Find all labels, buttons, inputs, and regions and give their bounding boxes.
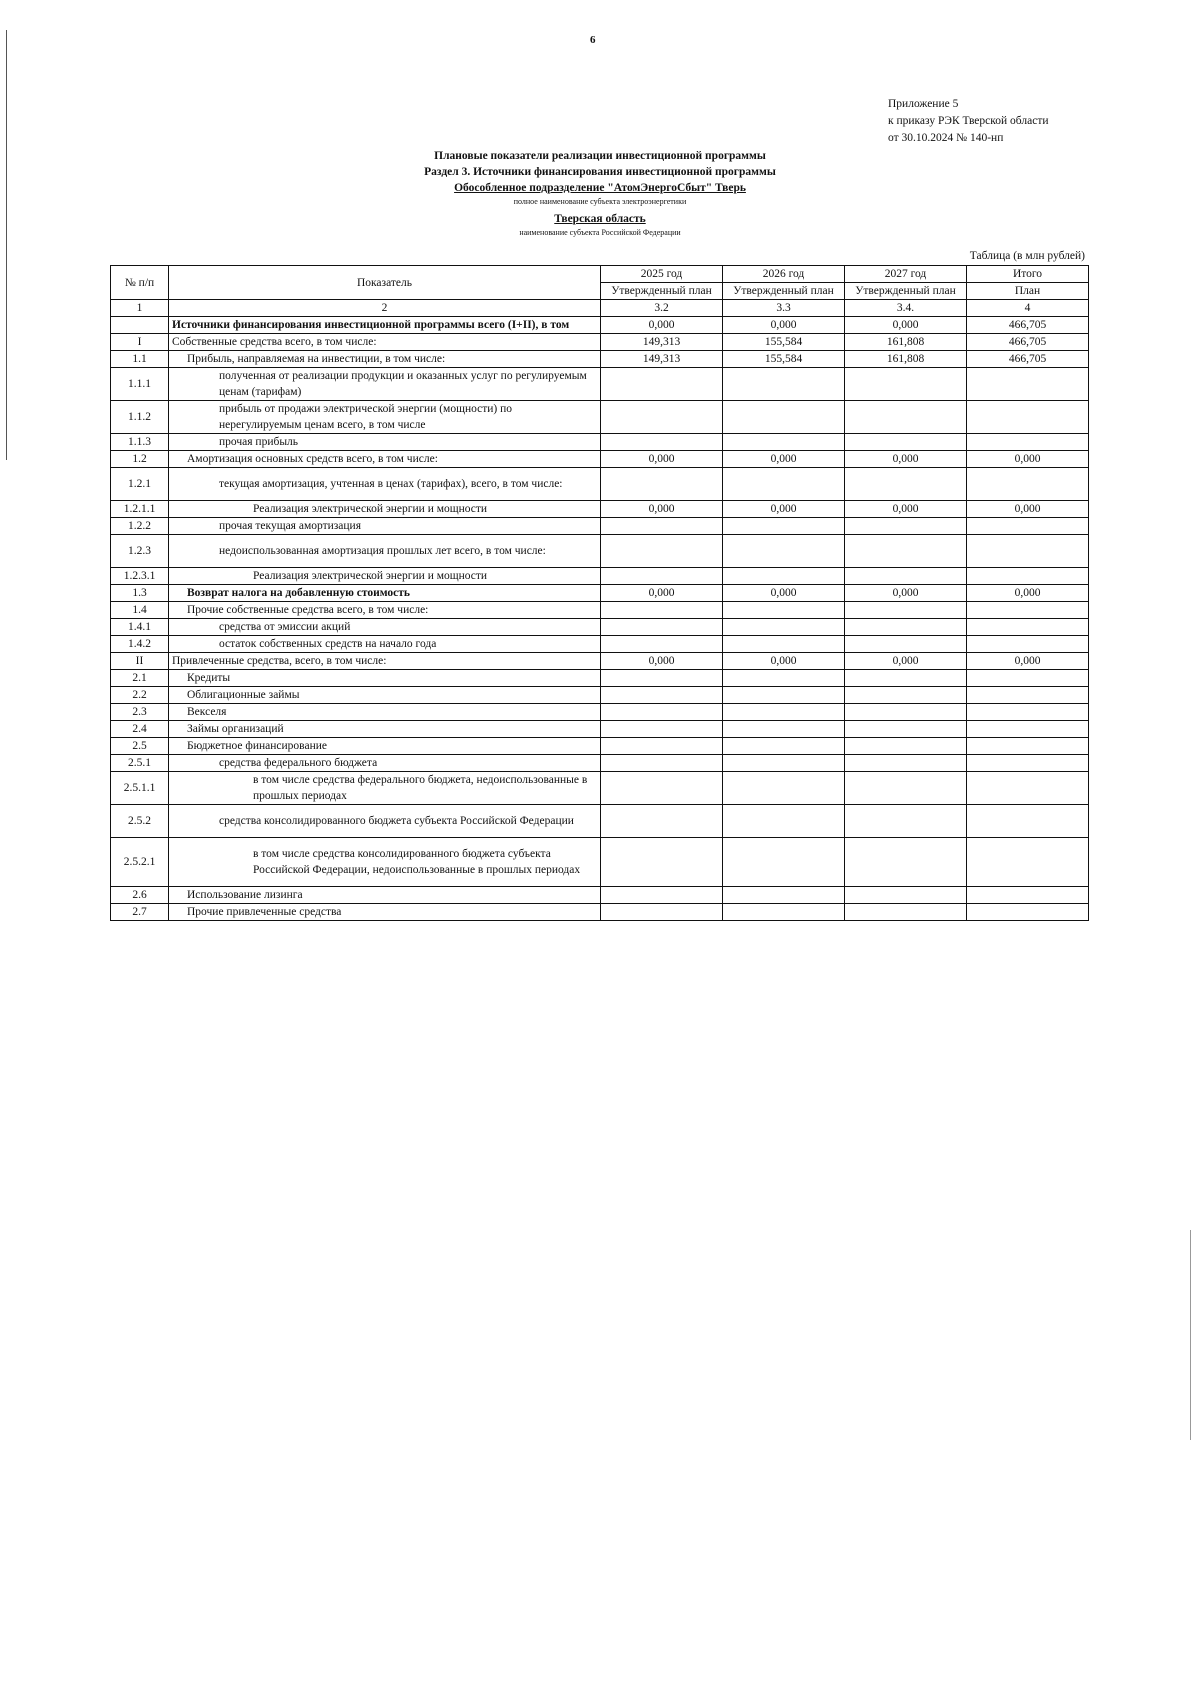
row-number: 1.2.3 xyxy=(111,535,169,568)
header-indicator: Показатель xyxy=(169,266,601,300)
row-value-2026: 155,584 xyxy=(723,334,845,351)
row-value-total xyxy=(967,602,1089,619)
table-row xyxy=(111,887,1089,904)
row-number: 1.4 xyxy=(111,602,169,619)
appendix-line-1: Приложение 5 xyxy=(888,98,959,110)
table-row xyxy=(111,602,1089,619)
row-value-2026 xyxy=(723,434,845,451)
row-number: 2.5.1.1 xyxy=(111,772,169,805)
row-value-2027 xyxy=(845,904,967,921)
row-indicator: Реализация электрической энергии и мощности xyxy=(169,501,601,518)
header-year-2027: 2027 год xyxy=(845,266,967,283)
row-value-total: 0,000 xyxy=(967,653,1089,670)
row-value-total xyxy=(967,772,1089,805)
row-value-total xyxy=(967,838,1089,887)
row-value-2025 xyxy=(601,468,723,501)
header-plan: План xyxy=(967,283,1089,300)
row-value-2027 xyxy=(845,401,967,434)
table-row xyxy=(111,704,1089,721)
row-number: 1.2.1.1 xyxy=(111,501,169,518)
row-value-2027 xyxy=(845,636,967,653)
row-number: 2.4 xyxy=(111,721,169,738)
row-value-2025: 0,000 xyxy=(601,451,723,468)
row-value-2026: 0,000 xyxy=(723,451,845,468)
row-value-total xyxy=(967,755,1089,772)
row-value-2026 xyxy=(723,535,845,568)
row-number: 2.5.2.1 xyxy=(111,838,169,887)
table-row xyxy=(111,535,1089,568)
row-value-2026 xyxy=(723,838,845,887)
document-title: Плановые показатели реализации инвестиционной программы xyxy=(434,150,766,162)
header-total: Итого xyxy=(967,266,1089,283)
row-value-2027 xyxy=(845,704,967,721)
table-row xyxy=(111,738,1089,755)
row-value-total xyxy=(967,535,1089,568)
row-value-2025: 0,000 xyxy=(601,317,723,334)
row-value-2025 xyxy=(601,636,723,653)
row-value-total xyxy=(967,468,1089,501)
row-indicator: текущая амортизация, учтенная в ценах (тарифах), всего, в том числе: xyxy=(169,468,601,501)
row-value-2026 xyxy=(723,636,845,653)
table-row xyxy=(111,755,1089,772)
index-cell: 3.2 xyxy=(601,300,723,317)
appendix-line-2: к приказу РЭК Тверской области xyxy=(888,115,1049,127)
table-row xyxy=(111,904,1089,921)
row-value-total: 466,705 xyxy=(967,334,1089,351)
entity-caption: полное наименование субъекта электроэнергетики xyxy=(513,197,687,206)
row-indicator: в том числе средства консолидированного бюджета субъекта Российской Федерации, недоиспользованные в прошлых периодах xyxy=(169,838,601,887)
row-value-2026 xyxy=(723,401,845,434)
row-indicator: прочая текущая амортизация xyxy=(169,518,601,535)
table-row xyxy=(111,585,1089,602)
row-value-total xyxy=(967,434,1089,451)
row-indicator: прочая прибыль xyxy=(169,434,601,451)
row-value-2025 xyxy=(601,518,723,535)
row-value-2025 xyxy=(601,568,723,585)
row-value-2026 xyxy=(723,518,845,535)
row-number: 1.1.2 xyxy=(111,401,169,434)
row-value-total xyxy=(967,738,1089,755)
row-number: 2.1 xyxy=(111,670,169,687)
row-value-total xyxy=(967,568,1089,585)
row-value-total: 466,705 xyxy=(967,317,1089,334)
row-value-total xyxy=(967,636,1089,653)
row-value-2027 xyxy=(845,887,967,904)
index-cell: 3.4. xyxy=(845,300,967,317)
row-number: 1.2 xyxy=(111,451,169,468)
index-cell: 3.3 xyxy=(723,300,845,317)
row-indicator: средства федерального бюджета xyxy=(169,755,601,772)
row-value-2025: 149,313 xyxy=(601,351,723,368)
row-value-2027: 0,000 xyxy=(845,653,967,670)
table-row xyxy=(111,351,1089,368)
row-value-2025: 0,000 xyxy=(601,585,723,602)
row-value-2026 xyxy=(723,619,845,636)
title-block xyxy=(0,148,1200,238)
row-value-2025 xyxy=(601,838,723,887)
row-value-2025 xyxy=(601,721,723,738)
row-value-2027: 161,808 xyxy=(845,334,967,351)
row-value-2027 xyxy=(845,568,967,585)
financing-sources-table xyxy=(110,265,1089,921)
row-indicator: в том числе средства федерального бюджета, недоиспользованные в прошлых периодах xyxy=(169,772,601,805)
row-value-2027 xyxy=(845,755,967,772)
row-value-2025 xyxy=(601,368,723,401)
row-value-2027: 0,000 xyxy=(845,451,967,468)
row-indicator: Займы организаций xyxy=(169,721,601,738)
header-year-2026: 2026 год xyxy=(723,266,845,283)
table-units-caption: Таблица (в млн рублей) xyxy=(969,250,1085,262)
row-value-2025 xyxy=(601,602,723,619)
row-number: 1.1.3 xyxy=(111,434,169,451)
row-value-2025 xyxy=(601,805,723,838)
region-name: Тверская область xyxy=(554,213,646,225)
appendix-note xyxy=(888,96,1049,147)
row-number xyxy=(111,317,169,334)
row-value-total xyxy=(967,887,1089,904)
index-cell: 2 xyxy=(169,300,601,317)
row-value-2027 xyxy=(845,535,967,568)
row-value-2027 xyxy=(845,670,967,687)
row-indicator: недоиспользованная амортизация прошлых лет всего, в том числе: xyxy=(169,535,601,568)
row-number: 2.2 xyxy=(111,687,169,704)
table-row xyxy=(111,687,1089,704)
row-value-2027 xyxy=(845,721,967,738)
row-indicator: Собственные средства всего, в том числе: xyxy=(169,334,601,351)
table-row xyxy=(111,334,1089,351)
row-value-2026 xyxy=(723,904,845,921)
header-num: № п/п xyxy=(111,266,169,300)
table-row xyxy=(111,838,1089,887)
row-value-total xyxy=(967,687,1089,704)
row-indicator: Источники финансирования инвестиционной программы всего (I+II), в том xyxy=(169,317,601,334)
row-indicator: средства консолидированного бюджета субъекта Российской Федерации xyxy=(169,805,601,838)
row-indicator: Кредиты xyxy=(169,670,601,687)
row-value-2027 xyxy=(845,772,967,805)
row-number: I xyxy=(111,334,169,351)
row-indicator: Привлеченные средства, всего, в том числе: xyxy=(169,653,601,670)
row-value-2025 xyxy=(601,772,723,805)
row-number: 2.7 xyxy=(111,904,169,921)
row-indicator: Реализация электрической энергии и мощности xyxy=(169,568,601,585)
row-value-2026 xyxy=(723,670,845,687)
row-value-2026 xyxy=(723,772,845,805)
row-number: 2.5.2 xyxy=(111,805,169,838)
entity-name: Обособленное подразделение "АтомЭнергоСбыт" Тверь xyxy=(454,182,746,194)
row-value-total xyxy=(967,721,1089,738)
row-value-2025 xyxy=(601,755,723,772)
row-indicator: Облигационные займы xyxy=(169,687,601,704)
table-row xyxy=(111,468,1089,501)
row-value-2026: 0,000 xyxy=(723,317,845,334)
row-value-2025 xyxy=(601,535,723,568)
table-row xyxy=(111,619,1089,636)
row-value-2025 xyxy=(601,687,723,704)
row-indicator: Прибыль, направляемая на инвестиции, в том числе: xyxy=(169,351,601,368)
row-value-2027 xyxy=(845,738,967,755)
row-value-total xyxy=(967,704,1089,721)
table-row xyxy=(111,805,1089,838)
table-row xyxy=(111,772,1089,805)
header-year-2025: 2025 год xyxy=(601,266,723,283)
row-value-2026 xyxy=(723,704,845,721)
row-value-2027 xyxy=(845,805,967,838)
row-number: 1.1.1 xyxy=(111,368,169,401)
table-row xyxy=(111,501,1089,518)
row-number: 2.3 xyxy=(111,704,169,721)
row-value-2026: 0,000 xyxy=(723,653,845,670)
row-value-total: 0,000 xyxy=(967,585,1089,602)
table-row xyxy=(111,670,1089,687)
row-number: 1.1 xyxy=(111,351,169,368)
row-number: 1.4.2 xyxy=(111,636,169,653)
row-indicator: Возврат налога на добавленную стоимость xyxy=(169,585,601,602)
header-approved-plan-2027: Утвержденный план xyxy=(845,283,967,300)
table-row xyxy=(111,368,1089,401)
table-row xyxy=(111,518,1089,535)
row-value-2025 xyxy=(601,704,723,721)
row-indicator: прибыль от продажи электрической энергии (мощности) по нерегулируемым ценам всего, в том числе xyxy=(169,401,601,434)
row-value-2027: 161,808 xyxy=(845,351,967,368)
row-value-total: 0,000 xyxy=(967,501,1089,518)
table-row xyxy=(111,451,1089,468)
row-value-2025 xyxy=(601,401,723,434)
row-number: 1.2.1 xyxy=(111,468,169,501)
row-value-2025 xyxy=(601,670,723,687)
row-value-total xyxy=(967,619,1089,636)
table-row xyxy=(111,317,1089,334)
row-value-2027 xyxy=(845,602,967,619)
row-value-total xyxy=(967,805,1089,838)
row-value-total xyxy=(967,401,1089,434)
table-row xyxy=(111,721,1089,738)
row-value-2027 xyxy=(845,518,967,535)
row-value-2025: 0,000 xyxy=(601,501,723,518)
row-value-2026 xyxy=(723,368,845,401)
row-value-2027: 0,000 xyxy=(845,501,967,518)
row-value-2026 xyxy=(723,568,845,585)
row-value-2027: 0,000 xyxy=(845,585,967,602)
row-number: 2.5 xyxy=(111,738,169,755)
row-value-2027 xyxy=(845,687,967,704)
row-value-total xyxy=(967,368,1089,401)
row-number: 2.6 xyxy=(111,887,169,904)
row-number: 2.5.1 xyxy=(111,755,169,772)
row-value-2025: 149,313 xyxy=(601,334,723,351)
row-value-2025 xyxy=(601,619,723,636)
row-value-2026 xyxy=(723,755,845,772)
region-caption: наименование субъекта Российской Федерации xyxy=(519,228,681,237)
row-value-total: 466,705 xyxy=(967,351,1089,368)
row-number: 1.2.2 xyxy=(111,518,169,535)
page-number: 6 xyxy=(590,34,596,46)
row-value-2025 xyxy=(601,434,723,451)
row-value-2026: 0,000 xyxy=(723,501,845,518)
row-indicator: полученная от реализации продукции и оказанных услуг по регулируемым ценам (тарифам) xyxy=(169,368,601,401)
row-indicator: Векселя xyxy=(169,704,601,721)
row-value-2025 xyxy=(601,887,723,904)
header-approved-plan-2026: Утвержденный план xyxy=(723,283,845,300)
scan-left-edge-line xyxy=(6,30,7,460)
row-value-2026 xyxy=(723,805,845,838)
header-approved-plan-2025: Утвержденный план xyxy=(601,283,723,300)
row-value-2027: 0,000 xyxy=(845,317,967,334)
row-number: 1.2.3.1 xyxy=(111,568,169,585)
row-number: II xyxy=(111,653,169,670)
row-indicator: Прочие собственные средства всего, в том числе: xyxy=(169,602,601,619)
section-title: Раздел 3. Источники финансирования инвестиционной программы xyxy=(424,166,776,178)
index-cell: 1 xyxy=(111,300,169,317)
row-indicator: средства от эмиссии акций xyxy=(169,619,601,636)
row-value-2027 xyxy=(845,468,967,501)
row-value-2027 xyxy=(845,619,967,636)
row-value-2026 xyxy=(723,738,845,755)
row-value-2026 xyxy=(723,602,845,619)
row-indicator: Амортизация основных средств всего, в том числе: xyxy=(169,451,601,468)
row-value-2025: 0,000 xyxy=(601,653,723,670)
table-row xyxy=(111,401,1089,434)
row-value-2026 xyxy=(723,687,845,704)
row-value-total: 0,000 xyxy=(967,451,1089,468)
row-value-2026: 155,584 xyxy=(723,351,845,368)
row-value-2026 xyxy=(723,721,845,738)
scan-right-edge-line xyxy=(1190,1230,1191,1440)
table-row xyxy=(111,653,1089,670)
row-indicator: Бюджетное финансирование xyxy=(169,738,601,755)
table-row xyxy=(111,434,1089,451)
row-indicator: Использование лизинга xyxy=(169,887,601,904)
row-value-total xyxy=(967,670,1089,687)
row-value-2027 xyxy=(845,838,967,887)
row-value-2026 xyxy=(723,887,845,904)
table-row xyxy=(111,568,1089,585)
row-value-2027 xyxy=(845,434,967,451)
index-cell: 4 xyxy=(967,300,1089,317)
row-indicator: Прочие привлеченные средства xyxy=(169,904,601,921)
row-value-total xyxy=(967,518,1089,535)
row-number: 1.3 xyxy=(111,585,169,602)
row-value-2026 xyxy=(723,468,845,501)
row-value-2026: 0,000 xyxy=(723,585,845,602)
row-value-total xyxy=(967,904,1089,921)
row-indicator: остаток собственных средств на начало года xyxy=(169,636,601,653)
appendix-line-3: от 30.10.2024 № 140-нп xyxy=(888,132,1004,144)
row-value-2025 xyxy=(601,904,723,921)
row-value-2025 xyxy=(601,738,723,755)
row-value-2027 xyxy=(845,368,967,401)
row-number: 1.4.1 xyxy=(111,619,169,636)
table-row xyxy=(111,636,1089,653)
